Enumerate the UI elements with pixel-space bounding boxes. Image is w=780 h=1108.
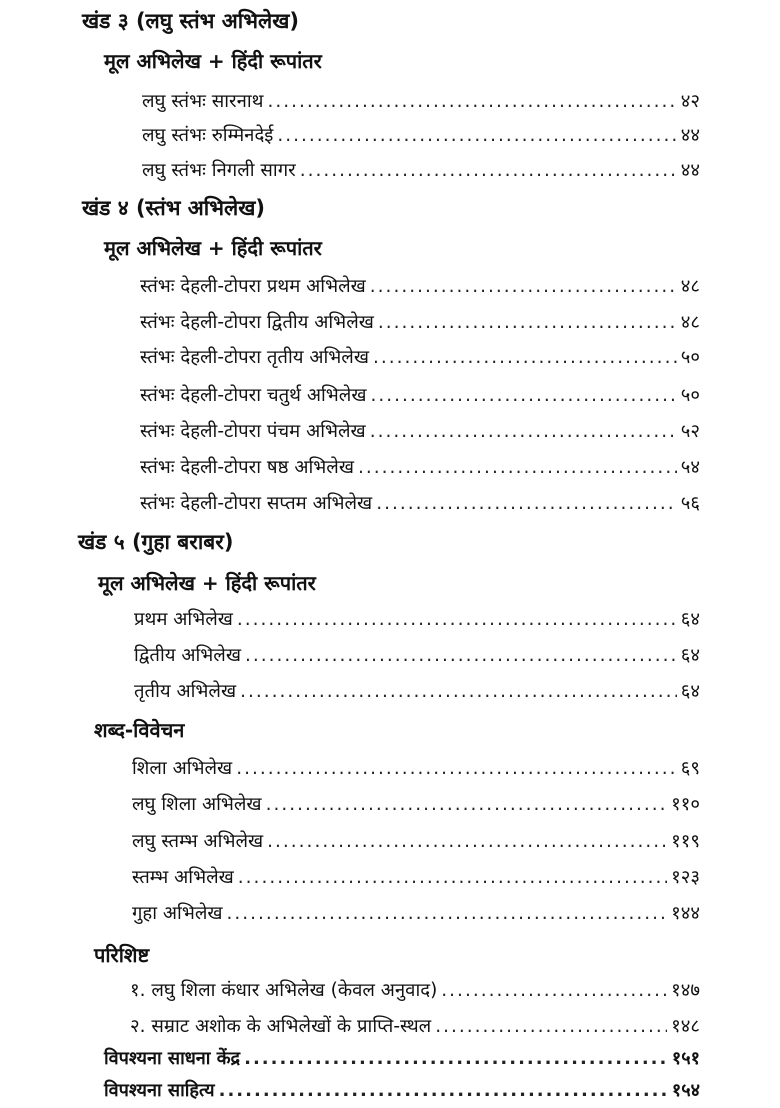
- entry-label: स्तंभः देहली-टोपरा षष्ठ अभिलेख: [140, 457, 354, 478]
- khand-5-heading: खंड ५ (गुहा बराबर): [78, 530, 234, 554]
- dot-leader: [227, 897, 668, 931]
- entry-page: १५१: [671, 1048, 700, 1069]
- dot-leader: [236, 752, 677, 786]
- entry-label: विपश्यना साहित्य: [104, 1080, 215, 1101]
- entry-label: स्तंभः देहली-टोपरा सप्तम अभिलेख: [140, 493, 373, 514]
- entry-label: लघु स्तंभः सारनाथ: [142, 91, 264, 112]
- entry-label: स्तंभः देहली-टोपरा तृतीय अभिलेख: [140, 347, 369, 368]
- dot-leader: [441, 974, 667, 1008]
- dot-leader: [267, 85, 676, 119]
- entry-label: लघु स्तम्भ अभिलेख: [132, 831, 264, 852]
- toc-entry[interactable]: [134, 675, 700, 709]
- entry-label: स्तंभः देहली-टोपरा चतुर्थ अभिलेख: [140, 385, 367, 406]
- toc-entry[interactable]: [132, 825, 700, 859]
- toc-entry[interactable]: [134, 639, 700, 673]
- entry-label: लघु शिला अभिलेख: [132, 794, 262, 815]
- entry-page: १४८: [671, 1016, 700, 1037]
- entry-label: शिला अभिलेख: [132, 758, 233, 779]
- dot-leader: [219, 1074, 668, 1108]
- entry-page: १५४: [671, 1080, 700, 1101]
- toc-entry[interactable]: [140, 415, 700, 449]
- dot-leader: [358, 451, 677, 485]
- entry-page: ६९: [680, 758, 700, 779]
- entry-page: ५६: [680, 493, 700, 514]
- entry-label: स्तम्भ अभिलेख: [132, 867, 234, 888]
- entry-page: ४८: [680, 312, 700, 333]
- toc-entry[interactable]: [140, 487, 700, 521]
- toc-entry[interactable]: [132, 897, 700, 931]
- shabd-vivechan-heading: शब्द-विवेचन: [94, 718, 185, 742]
- entry-page: ११०: [671, 794, 700, 815]
- entry-page: ५०: [680, 385, 700, 406]
- entry-label: द्वितीय अभिलेख: [134, 645, 241, 666]
- entry-page: ४८: [680, 276, 700, 297]
- dot-leader: [371, 379, 677, 413]
- khand-3-subheading: मूल अभिलेख + हिंदी रूपांतर: [104, 49, 322, 73]
- entry-label: तृतीय अभिलेख: [134, 681, 237, 702]
- dot-leader: [266, 788, 668, 822]
- dot-leader: [378, 306, 677, 340]
- khand-4-heading: खंड ४ (स्तंभ अभिलेख): [82, 196, 266, 220]
- toc-entry[interactable]: [132, 861, 700, 895]
- toc-entry[interactable]: [142, 85, 700, 119]
- dot-leader: [370, 270, 677, 304]
- entry-page: ११९: [671, 831, 700, 852]
- dot-leader: [237, 603, 677, 637]
- entry-page: ६४: [680, 609, 700, 630]
- toc-entry[interactable]: [134, 603, 700, 637]
- entry-page: १२३: [671, 867, 700, 888]
- entry-page: ६४: [680, 681, 700, 702]
- entry-label: २. सम्राट अशोक के अभिलेखों के प्राप्ति-स्थल: [130, 1016, 432, 1037]
- dot-leader: [373, 341, 677, 375]
- toc-entry[interactable]: [142, 119, 700, 153]
- toc-entry[interactable]: [130, 974, 700, 1008]
- entry-label: विपश्यना साधना केंद्र: [104, 1048, 241, 1069]
- entry-label: लघु स्तंभः रुम्मिनदेई: [142, 125, 274, 146]
- dot-leader: [238, 861, 667, 895]
- toc-entry[interactable]: [130, 1010, 700, 1044]
- entry-page: ४४: [680, 125, 700, 146]
- toc-entry[interactable]: [132, 788, 700, 822]
- entry-page: ५२: [680, 421, 700, 442]
- parishisht-heading: परिशिष्ट: [94, 943, 150, 967]
- entry-label: प्रथम अभिलेख: [134, 609, 233, 630]
- entry-label: गुहा अभिलेख: [132, 903, 223, 924]
- entry-page: ५४: [680, 457, 700, 478]
- entry-page: ४४: [680, 160, 700, 181]
- toc-entry[interactable]: [140, 451, 700, 485]
- entry-label: स्तंभः देहली-टोपरा पंचम अभिलेख: [140, 421, 366, 442]
- toc-entry[interactable]: [132, 752, 700, 786]
- dot-leader: [300, 154, 677, 188]
- entry-page: १४७: [671, 980, 700, 1001]
- khand-3-heading: खंड ३ (लघु स्तंभ अभिलेख): [82, 9, 299, 33]
- dot-leader: [240, 675, 677, 709]
- dot-leader: [435, 1010, 667, 1044]
- entry-page: ६४: [680, 645, 700, 666]
- toc-entry[interactable]: [140, 341, 700, 375]
- dot-leader: [267, 825, 667, 859]
- dot-leader: [245, 639, 677, 673]
- toc-entry[interactable]: [140, 270, 700, 304]
- toc-entry[interactable]: [104, 1042, 700, 1076]
- entry-label: स्तंभः देहली-टोपरा प्रथम अभिलेख: [140, 276, 366, 297]
- entry-page: ४२: [680, 91, 700, 112]
- dot-leader: [370, 415, 677, 449]
- toc-entry[interactable]: [140, 306, 700, 340]
- dot-leader: [277, 119, 676, 153]
- toc-entry[interactable]: [104, 1074, 700, 1108]
- entry-label: लघु स्तंभः निगली सागर: [142, 160, 296, 181]
- toc-entry[interactable]: [142, 154, 700, 188]
- khand-4-subheading: मूल अभिलेख + हिंदी रूपांतर: [104, 236, 322, 260]
- entry-page: ५०: [680, 347, 700, 368]
- khand-5-subheading: मूल अभिलेख + हिंदी रूपांतर: [98, 571, 316, 595]
- entry-page: १४४: [671, 903, 700, 924]
- entry-label: १. लघु शिला कंधार अभिलेख (केवल अनुवाद): [130, 980, 438, 1001]
- dot-leader: [376, 487, 677, 521]
- dot-leader: [244, 1042, 668, 1076]
- toc-entry[interactable]: [140, 379, 700, 413]
- entry-label: स्तंभः देहली-टोपरा द्वितीय अभिलेख: [140, 312, 374, 333]
